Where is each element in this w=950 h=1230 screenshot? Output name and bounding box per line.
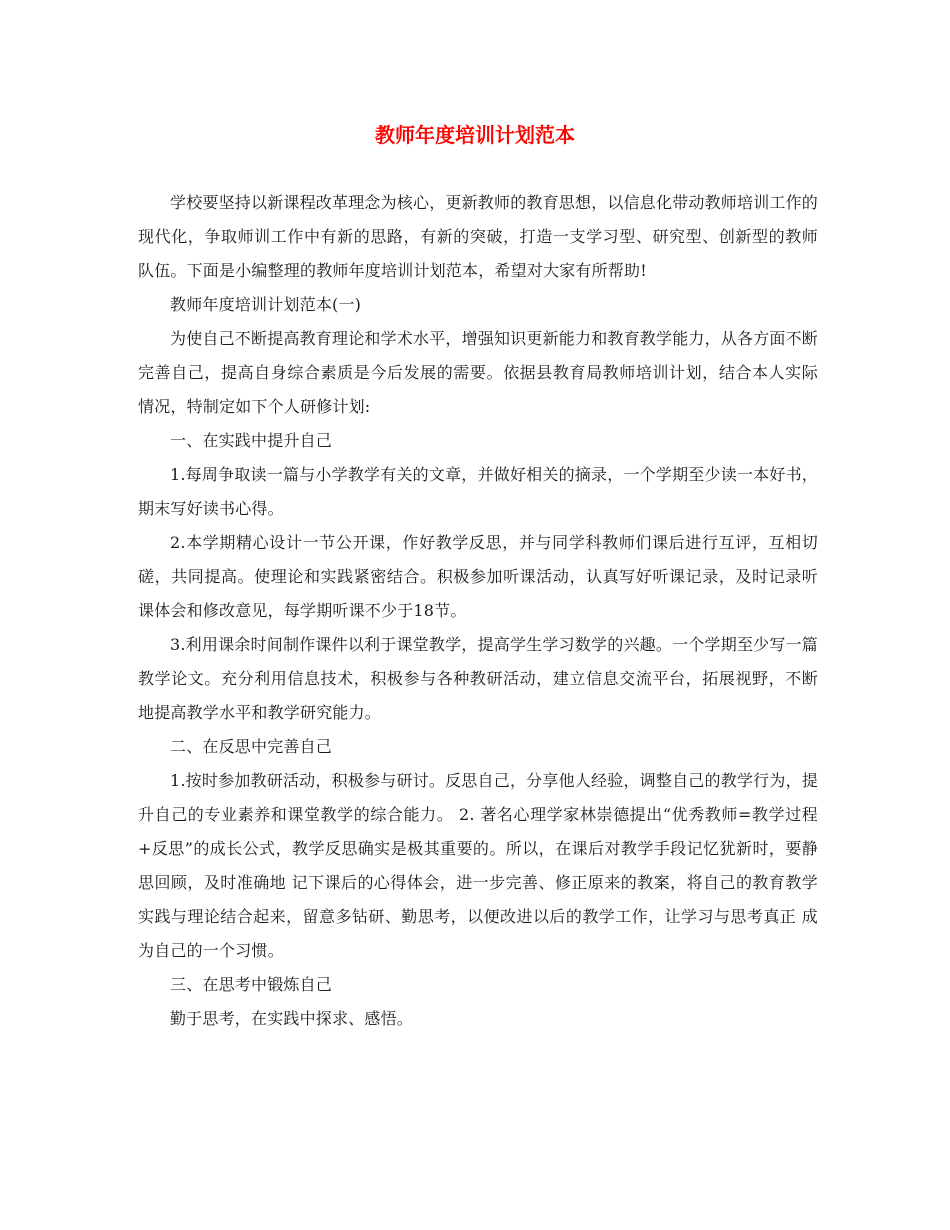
heading-practice: 一、在实践中提升自己 [170,431,333,450]
thinking-paragraph: 勤于思考，在实践中探求、感悟。 [170,1009,414,1028]
intro-paragraph: 学校要坚持以新课程改革理念为核心，更新教师的教育思想，以信息化带动教师培训工作的现代化，争取师训工作中有新的思路，有新的突破，打造一支学习型、研究型、创新型的教师队伍。下面是小编整理的教师年度培训计划范本，希望对大家有所帮助! [138,193,819,280]
practice-item-1: 1.每周争取读一篇与小学教学有关的文章，并做好相关的摘录，一个学期至少读一本好书，期末写好读书心得。 [138,465,818,518]
reflection-paragraph: 1.按时参加教研活动，积极参与研讨。反思自己，分享他人经验，调整自己的教学行为，提升自己的专业素养和课堂教学的综合能力。 2. 著名心理学家林崇德提出“优秀教师=教学过程+反思”的成长公式，教学反思确实是极其重要的。所以，在课后对教学手段记忆犹新时，要静思回顾，及时准确地 记下课后的心得体会，进一步完善、修正原来的教案，将自己的教育教学实践与理论结合起来，留意多钻研、勤思考，以便改进以后的教学工作，让学习与思考真正 成为自己的一个习惯。 [138,771,818,960]
page-title: 教师年度培训计划范本 [375,123,575,147]
practice-item-3: 3.利用课余时间制作课件以利于课堂教学，提高学生学习数学的兴趣。一个学期至少写一篇教学论文。充分利用信息技术，积极参与各种教研活动，建立信息交流平台，拓展视野，不断地提高教学水平和教学研究能力。 [138,635,818,722]
heading-reflection: 二、在反思中完善自己 [170,737,333,756]
section-subtitle: 教师年度培训计划范本(一) [170,295,362,314]
document-body [138,186,818,1036]
practice-item-2: 2.本学期精心设计一节公开课，作好教学反思，并与同学科教师们课后进行互评，互相切磋，共同提高。使理论和实践紧密结合。积极参加听课活动，认真写好听课记录，及时记录听课体会和修改意见，每学期听课不少于18节。 [138,533,818,620]
purpose-paragraph: 为使自己不断提高教育理论和学术水平，增强知识更新能力和教育教学能力，从各方面不断完善自己，提高自身综合素质是今后发展的需要。依据县教育局教师培训计划，结合本人实际情况，特制定如下个人研修计划: [138,329,819,416]
heading-thinking: 三、在思考中锻炼自己 [170,975,333,994]
